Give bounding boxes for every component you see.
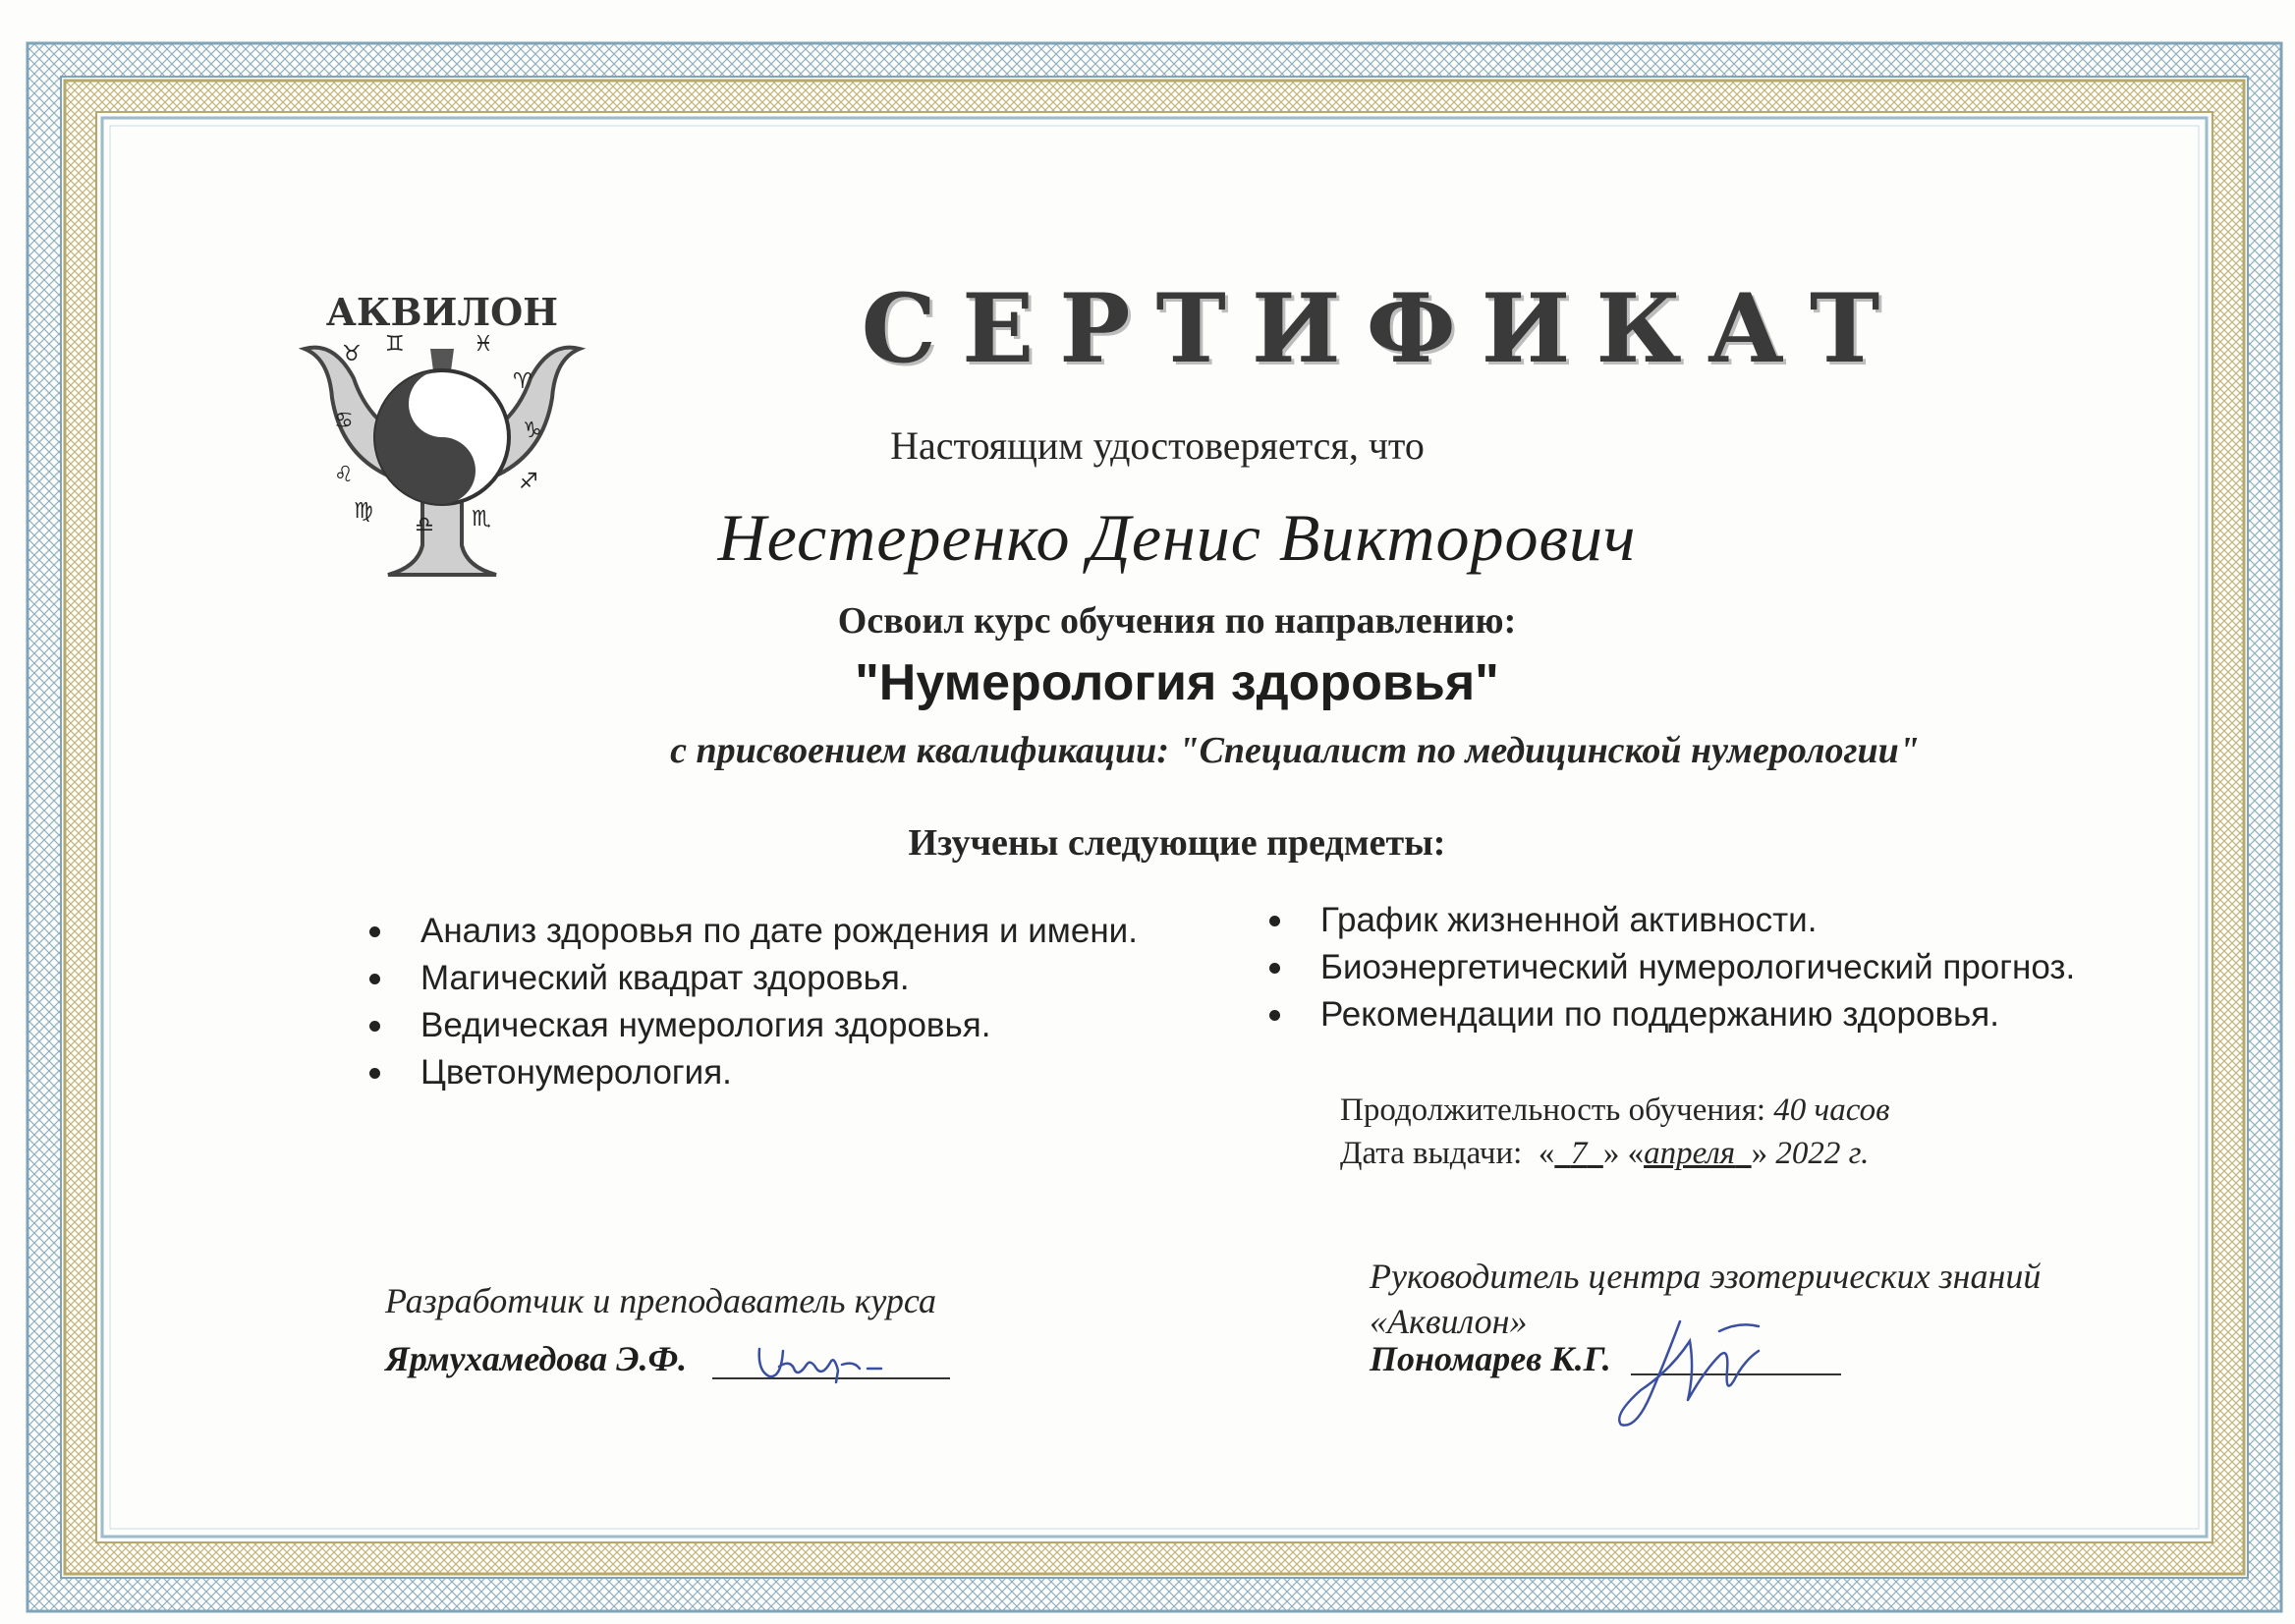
svg-text:♑: ♑ [523, 419, 542, 443]
svg-text:♍: ♍ [354, 499, 373, 524]
developer-name: Ярмухамедова Э.Ф. [385, 1339, 688, 1378]
head-name: Пономарев К.Г. [1370, 1339, 1611, 1378]
head-role-line1: Руководитель центра эзотерических знаний [1370, 1257, 2042, 1296]
list-item: Ведическая нумерология здоровья. [369, 1002, 1138, 1049]
list-item: Цветонумерология. [369, 1049, 1138, 1096]
course-lead-text: Освоил курс обучения по направлению: [837, 600, 1517, 642]
svg-text:♊: ♊ [385, 332, 405, 357]
issue-date-line: Дата выдачи: « 7 » «апреля » 2022 г. [1340, 1136, 1870, 1171]
recipient-name: Нестеренко Денис Викторович [717, 500, 1637, 575]
svg-text:♈: ♈ [513, 369, 532, 394]
svg-text:♐: ♐ [519, 470, 538, 494]
svg-text:♌: ♌ [334, 463, 354, 487]
course-name: "Нумерология здоровья" [855, 654, 1499, 711]
list-item: Рекомендации по поддержанию здоровья. [1269, 991, 2075, 1038]
intro-text: Настоящим удостоверяется, что [890, 423, 1425, 468]
svg-text:♋: ♋ [334, 409, 354, 433]
subjects-list-right [1269, 897, 2075, 1038]
qualification-text: с присвоением квалификации: "Специалист по медицинской нумерологии" [670, 730, 1920, 771]
list-item: График жизненной активности. [1269, 897, 2075, 944]
certificate-title: СЕРТИФИКАТ [861, 273, 1906, 384]
duration-value: 40 часов [1773, 1092, 1890, 1128]
list-item: Анализ здоровья по дате рождения и имени. [369, 908, 1138, 955]
subjects-list-left [369, 908, 1138, 1096]
svg-text:АКВИЛОН: АКВИЛОН [325, 290, 559, 334]
svg-text:♎: ♎ [415, 513, 434, 537]
duration-label: Продолжительность обучения: [1340, 1092, 1766, 1128]
issue-day: 7 [1570, 1136, 1588, 1171]
developer-role: Разработчик и преподаватель курса [385, 1281, 936, 1320]
duration-line [1340, 1092, 1889, 1129]
issue-label: Дата выдачи: [1340, 1136, 1523, 1171]
issue-year: 2022 г. [1775, 1136, 1870, 1171]
svg-text:♓: ♓ [474, 332, 493, 357]
svg-text:♉: ♉ [342, 342, 362, 366]
developer-signature [752, 1341, 899, 1385]
issue-month: апреля [1644, 1136, 1736, 1171]
head-signature [1611, 1302, 1798, 1439]
head-role-line2: «Аквилон» [1370, 1302, 1528, 1341]
list-item: Магический квадрат здоровья. [369, 955, 1138, 1002]
svg-text:♏: ♏ [472, 507, 491, 532]
list-item: Биоэнергетический нумерологический прогноз. [1269, 944, 2075, 991]
subjects-heading: Изучены следующие предметы: [908, 822, 1446, 864]
